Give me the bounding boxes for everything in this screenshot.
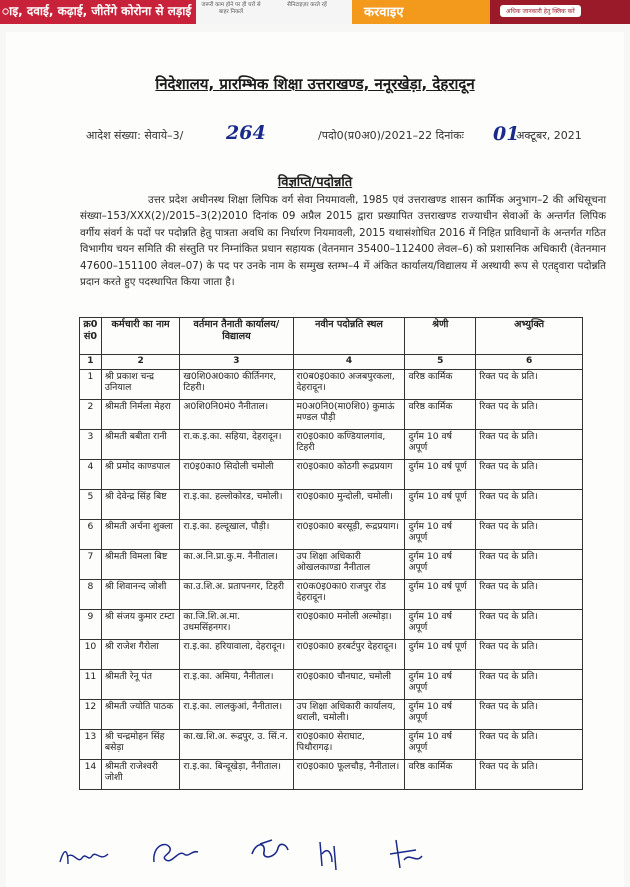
new-posting-cell: म0अ0नि0(मा0शि0) कुमाऊं मण्डल पौड़ी xyxy=(293,399,405,429)
remark-cell: रिक्त पद के प्रति। xyxy=(476,519,583,549)
col-header-category: श्रेणी xyxy=(405,318,476,355)
employee-name-cell: श्री देवेन्द्र सिंह बिष्ट xyxy=(101,489,179,519)
employee-name-cell: श्रीमती अर्चना शुक्ला xyxy=(101,519,179,549)
ad-covid-advice[interactable] xyxy=(196,0,352,24)
col-header-serial: क्र0 सं0 xyxy=(80,318,102,355)
current-posting-cell: रा.इ.का. बिन्दूखेड़ा, नैनीताल। xyxy=(180,759,293,789)
table-column-number-row xyxy=(80,355,583,370)
signature-4 xyxy=(312,836,352,874)
notice-paragraph: उत्तर प्रदेश अधीनस्थ शिक्षा लिपिक वर्ग सेवा नियमावली, 1985 एवं उत्तराखण्ड शासन कार्मिक अनुभाग–2 की अधिसूचना संख्या–153/XXX(2)/2015–3(2)2010 दिनांक 09 अप्रैल 2015 द्वारा प्रख्यापित उत्तराखण्ड राज्याधीन सेवाओं के अन्तर्गत लिपिक वर्गीय संवर्ग के पदों पर पदोन्नति हेतु पात्रता अवधि का निर्धारण नियमावली, 2015 यथासंशोधित 2016 में निहित प्राविधानों के अन्तर्गत गठित विभागीय चयन समिति की संस्तुति पर निम्नांकित प्रधान सहायक (वेतनमान 35400–112400 लेवल–6) को प्रशासनिक अधिकारी (वेतनमान 47600–151100 लेवल–07) के पद पर उनके नाम के सम्मुख स्तम्भ–4 में अंकित कार्यालय/विद्यालय में अस्थायी रूप से एतद्द्वारा पदोन्नति प्रदान करते हुए पदस्थापित किया जाता है। xyxy=(80,194,606,289)
new-posting-cell: उप शिक्षा अधिकारी कार्यालय, थराली, चमोली। xyxy=(293,699,405,729)
order-number-handwritten: 264 xyxy=(226,122,266,144)
current-posting-cell: रा0इ0का0 सिदोली चमोली xyxy=(180,459,293,489)
serial-cell: 4 xyxy=(80,459,102,489)
col-number: 2 xyxy=(101,355,179,370)
employee-name-cell: श्रीमती निर्मला मेहरा xyxy=(101,399,179,429)
table-row xyxy=(80,549,583,579)
table-row xyxy=(80,579,583,609)
new-posting-cell: रा0इ0का0 सेराघाट, पिथौरागढ़। xyxy=(293,729,405,759)
remark-cell: रिक्त पद के प्रति। xyxy=(476,459,583,489)
table-row xyxy=(80,729,583,759)
col-number: 5 xyxy=(405,355,476,370)
table-row xyxy=(80,369,583,399)
order-date-suffix: अक्टूबर, 2021 xyxy=(516,129,582,142)
employee-name-cell: श्रीमती रेनू पंत xyxy=(101,669,179,699)
category-cell: दुर्गम 10 वर्ष अपूर्ण xyxy=(405,609,476,639)
order-number-prefix: आदेश संख्या: सेवाये–3/ xyxy=(86,129,184,142)
table-row xyxy=(80,459,583,489)
table-row xyxy=(80,639,583,669)
new-posting-cell: रा0इ0का0 बरसूड़ी, रूद्रप्रयाग। xyxy=(293,519,405,549)
table-row xyxy=(80,489,583,519)
remark-cell: रिक्त पद के प्रति। xyxy=(476,549,583,579)
employee-name-cell: श्री प्रकाश चन्द्र उनियाल xyxy=(101,369,179,399)
ad-more-info-button[interactable]: अधिक जानकारी हेतु क्लिक करें xyxy=(500,5,581,17)
current-posting-cell: का.अ.नि.प्रा.कु.म. नैनीताल। xyxy=(180,549,293,579)
col-header-new-posting: नवीन पदोन्नति स्थल xyxy=(293,318,405,355)
serial-cell: 11 xyxy=(80,669,102,699)
remark-cell: रिक्त पद के प्रति। xyxy=(476,729,583,759)
current-posting-cell: रा.क.इ.का. सहिया, देहरादून। xyxy=(180,429,293,459)
remark-cell: रिक्त पद के प्रति। xyxy=(476,399,583,429)
document-header: निदेशालय, प्रारम्भिक शिक्षा उत्तराखण्ड, ननूरखेड़ा, देहरादून xyxy=(155,75,475,93)
category-cell: दुर्गम 10 वर्ष पूर्ण xyxy=(405,639,476,669)
col-number: 1 xyxy=(80,355,102,370)
signature-2 xyxy=(148,836,208,870)
current-posting-cell: रा.इ.का. लालकुआं, नैनीताल। xyxy=(180,699,293,729)
ad-advice-text-b: सैनिटाइज़र करते रहें xyxy=(287,2,327,8)
current-posting-cell: अ0शि0नि0मं0 नैनीताल। xyxy=(180,399,293,429)
new-posting-cell: रा0इ0का0 मुन्दोली, चमोली। xyxy=(293,489,405,519)
ad-slogan[interactable]: ाइ, दवाई, कढ़ाई, जीतेंगे कोरोना से लड़ाई xyxy=(0,0,198,24)
col-header-name: कर्मचारी का नाम xyxy=(101,318,179,355)
ad-more-info[interactable] xyxy=(490,0,630,24)
category-cell: दुर्गम 10 वर्ष अपूर्ण xyxy=(405,699,476,729)
current-posting-cell: रा.इ.का. हल्लोकोरड, चमोली। xyxy=(180,489,293,519)
remark-cell: रिक्त पद के प्रति। xyxy=(476,369,583,399)
table-row xyxy=(80,429,583,459)
remark-cell: रिक्त पद के प्रति। xyxy=(476,699,583,729)
col-number: 6 xyxy=(476,355,583,370)
table-row xyxy=(80,759,583,789)
employee-name-cell: श्रीमती विमला बिष्ट xyxy=(101,549,179,579)
remark-cell: रिक्त पद के प्रति। xyxy=(476,759,583,789)
new-posting-cell: रा0इ0का0 चौनघाट, चमोली xyxy=(293,669,405,699)
serial-cell: 6 xyxy=(80,519,102,549)
current-posting-cell: ख0शि0अ0का0 कीर्तिनगर, टिहरी। xyxy=(180,369,293,399)
order-number-suffix: /पदो0(प्र0अ0)/2021–22 दिनांकः xyxy=(318,129,464,142)
remark-cell: रिक्त पद के प्रति। xyxy=(476,609,583,639)
serial-cell: 12 xyxy=(80,699,102,729)
new-posting-cell: रा0ब0इ0का0 अजबपुरकला, देहरादून। xyxy=(293,369,405,399)
new-posting-cell: रा0इ0का0 कोठगी रूद्रप्रयाग xyxy=(293,459,405,489)
signature-1 xyxy=(56,842,116,872)
table-row xyxy=(80,699,583,729)
serial-cell: 1 xyxy=(80,369,102,399)
order-date-handwritten: 01 xyxy=(493,123,520,145)
category-cell: दुर्गम 10 वर्ष अपूर्ण xyxy=(405,519,476,549)
table-row xyxy=(80,669,583,699)
remark-cell: रिक्त पद के प्रति। xyxy=(476,579,583,609)
ad-advice-text-a: जरूरी काम होने पर ही घरों से बाहर निकलें xyxy=(201,2,261,15)
category-cell: वरिष्ठ कार्मिक xyxy=(405,399,476,429)
current-posting-cell: रा.इ.का. अमिया, नैनीताल। xyxy=(180,669,293,699)
employee-name-cell: श्री प्रमोद काण्डपाल xyxy=(101,459,179,489)
col-header-current-posting: वर्तमान तैनाती कार्यालय/ विद्यालय xyxy=(180,318,293,355)
category-cell: दुर्गम 10 वर्ष पूर्ण xyxy=(405,579,476,609)
serial-cell: 7 xyxy=(80,549,102,579)
employee-name-cell: श्री शिवानन्द जोशी xyxy=(101,579,179,609)
new-posting-cell: रा0इ0का0 मनोली अल्मोड़ा। xyxy=(293,609,405,639)
new-posting-cell: रा0क0इ0का0 राजपुर रोड देहरादून। xyxy=(293,579,405,609)
remark-cell: रिक्त पद के प्रति। xyxy=(476,489,583,519)
employee-name-cell: श्रीमती ज्योति पाठक xyxy=(101,699,179,729)
col-header-remark: अभ्युक्ति xyxy=(476,318,583,355)
serial-cell: 14 xyxy=(80,759,102,789)
serial-cell: 3 xyxy=(80,429,102,459)
category-cell: दुर्गम 10 वर्ष अपूर्ण xyxy=(405,729,476,759)
serial-cell: 13 xyxy=(80,729,102,759)
table-row xyxy=(80,519,583,549)
employee-name-cell: श्री चन्द्रमोहन सिंह बसेड़ा xyxy=(101,729,179,759)
employee-name-cell: श्री राजेश गैरोला xyxy=(101,639,179,669)
category-cell: वरिष्ठ कार्मिक xyxy=(405,759,476,789)
notice-title: विज्ञप्ति/पदोन्नति xyxy=(277,175,353,190)
category-cell: दुर्गम 10 वर्ष पूर्ण xyxy=(405,459,476,489)
remark-cell: रिक्त पद के प्रति। xyxy=(476,669,583,699)
table-row xyxy=(80,609,583,639)
new-posting-cell: रा0इ0का0 फूलचौड़, नैनीताल। xyxy=(293,759,405,789)
col-number: 3 xyxy=(180,355,293,370)
serial-cell: 9 xyxy=(80,609,102,639)
ad-banner[interactable] xyxy=(0,0,630,24)
table-row xyxy=(80,399,583,429)
category-cell: दुर्गम 10 वर्ष अपूर्ण xyxy=(405,429,476,459)
serial-cell: 10 xyxy=(80,639,102,669)
category-cell: वरिष्ठ कार्मिक xyxy=(405,369,476,399)
current-posting-cell: रा.इ.का. हरियावाला, देहरादून। xyxy=(180,639,293,669)
remark-cell: रिक्त पद के प्रति। xyxy=(476,429,583,459)
remark-cell: रिक्त पद के प्रति। xyxy=(476,639,583,669)
table-header-row xyxy=(80,318,583,355)
current-posting-cell: रा.इ.का. हल्दूखाल, पौड़ी। xyxy=(180,519,293,549)
serial-cell: 8 xyxy=(80,579,102,609)
new-posting-cell: रा0इ0का0 हरबर्टपुर देहरादून। xyxy=(293,639,405,669)
promotion-table xyxy=(79,317,583,790)
col-number: 4 xyxy=(293,355,405,370)
current-posting-cell: का.उ.शि.अ. प्रतापनगर, टिहरी xyxy=(180,579,293,609)
signature-5 xyxy=(386,834,430,874)
new-posting-cell: उप शिक्षा अधिकारी ओखलकाण्डा नैनीताल xyxy=(293,549,405,579)
category-cell: दुर्गम 10 वर्ष पूर्ण xyxy=(405,489,476,519)
new-posting-cell: रा0इ0का0 कण्डियालगांव, टिहरी xyxy=(293,429,405,459)
document-viewer xyxy=(0,24,630,887)
category-cell: दुर्गम 10 वर्ष अपूर्ण xyxy=(405,549,476,579)
employee-name-cell: श्री संजय कुमार टम्टा xyxy=(101,609,179,639)
category-cell: दुर्गम 10 वर्ष अपूर्ण xyxy=(405,669,476,699)
employee-name-cell: श्रीमती राजेश्वरी जोशी xyxy=(101,759,179,789)
ad-vaccination-cta[interactable]: करवाइए xyxy=(352,0,502,24)
signature-3 xyxy=(246,834,292,866)
employee-name-cell: श्रीमती बबीता रानी xyxy=(101,429,179,459)
current-posting-cell: का.जि.शि.अ.मा. उधमसिंहनगर। xyxy=(180,609,293,639)
current-posting-cell: का.ख.शि.अ. रूद्रपुर, उ. सिं.न. xyxy=(180,729,293,759)
serial-cell: 2 xyxy=(80,399,102,429)
serial-cell: 5 xyxy=(80,489,102,519)
